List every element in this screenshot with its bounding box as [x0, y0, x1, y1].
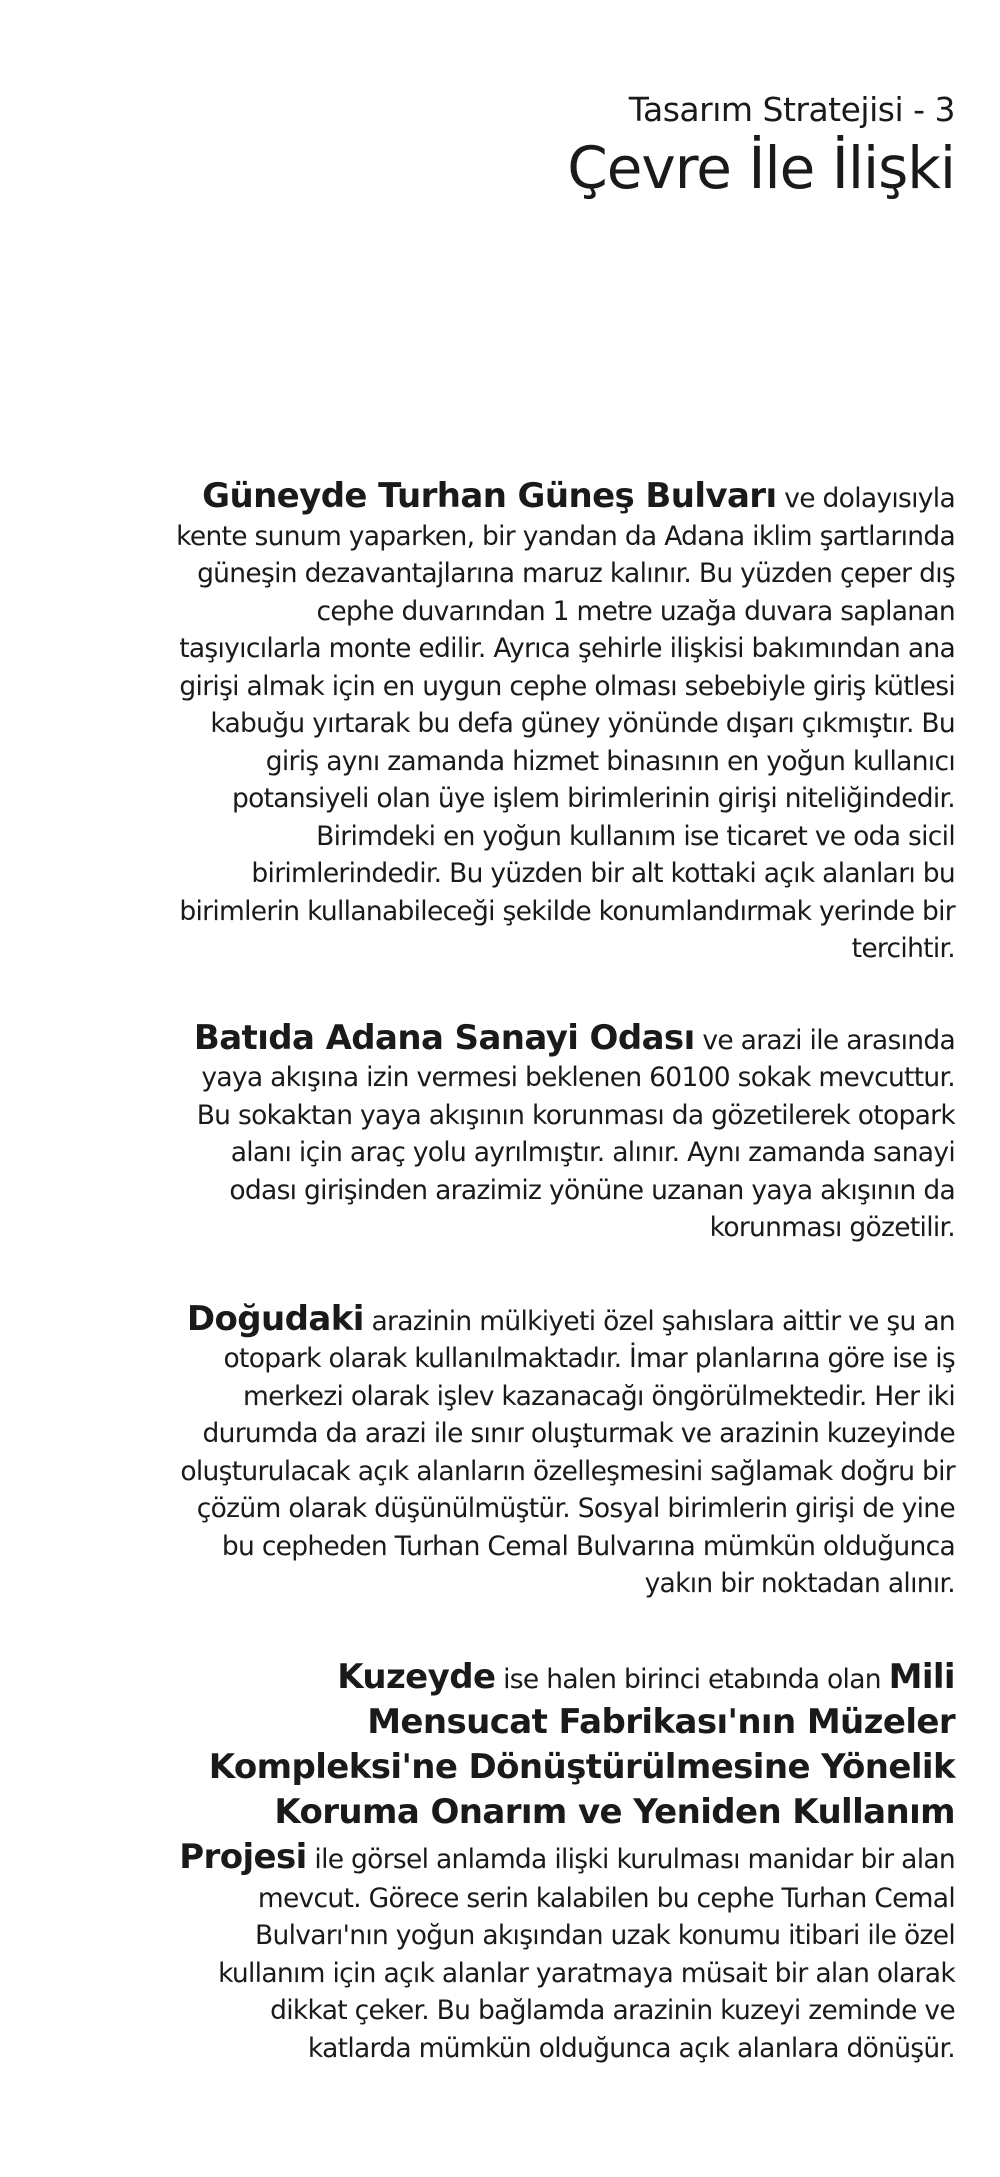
page-title: Çevre İle İlişki	[567, 134, 955, 202]
text-east: arazinin mülkiyeti özel şahıslara aittir ve şu an otopark olarak kullanılmaktadır. İmar planlarına göre ise iş merkezi olarak işlev kazanacağı öngörülmektedir. Her iki durumda da arazi ile sınır oluşturmak ve arazinin kuzeyinde oluşturulacak açık alanların özelleşmesini sağlamak doğru bir çözüm olarak düşünülmüştür. Sosyal birimlerin girişi de yine bu cepheden Turhan Cemal Bulvarına mümkün olduğunca yakın bir noktadan alınır.	[180, 1305, 955, 1599]
paragraph-north	[175, 1655, 955, 2068]
paragraph-east	[175, 1298, 955, 1603]
text-west: ve arazi ile arasında yaya akışına izin vermesi beklenen 60100 sokak mevcuttur. Bu sokaktan yaya akışının korunması da gözetilerek otopark alanı için araç yolu ayrılmıştır. alınır. Aynı zamanda sanayi odası girişinden arazimiz yönüne uzanan yaya akışının da korunması gözetilir.	[196, 1024, 955, 1243]
project-name-emphasis: Mili Mensucat Fabrikası'nın Müzeler Kompleksi'ne Dönüştürülmesine Yönelik Koruma Onarım ve Yeniden Kullanım Projesi	[179, 1656, 955, 1877]
lead-south: Güneyde Turhan Güneş Bulvarı	[202, 476, 777, 516]
paragraph-west	[175, 1017, 955, 1247]
lead-north: Kuzeyde	[337, 1656, 496, 1697]
content-body	[175, 478, 955, 2067]
text-north-after: ile görsel anlamda ilişki kurulması manidar bir alan mevcut. Görece serin kalabilen bu cephe Turhan Cemal Bulvarı'nın yoğun akışından uzak konumu itibari ile özel kullanım için açık alanlar yaratmaya müsait bir alan olarak dikkat çeker. Bu bağlamda arazinin kuzeyi zeminde ve katlarda mümkün olduğunca açık alanlara dönüşür.	[218, 1843, 955, 2064]
lead-east: Doğudaki	[186, 1298, 364, 1339]
paragraph-south	[175, 478, 955, 968]
page-subtitle: Tasarım Stratejisi - 3	[628, 90, 955, 129]
text-south: ve dolayısıyla kente sunum yaparken, bir yandan da Adana iklim şartlarında güneşin dezavantajlarına maruz kalınır. Bu yüzden çeper dış cephe duvarından 1 metre uzağa duvara saplanan taşıyıcılarla monte edilir. Ayrıca şehirle ilişkisi bakımından ana girişi almak için en uygun cephe olması sebebiyle giriş kütlesi kabuğu yırtarak bu defa güney yönünde dışarı çıkmıştır. Bu giriş aynı zamanda hizmet binasının en yoğun kullanıcı potansiyeli olan üye işlem birimlerinin girişi niteliğindedir. Birimdeki en yoğun kullanım ise ticaret ve oda sicil birimlerindedir. Bu yüzden bir alt kottaki açık alanları bu birimlerin kullanabileceği şekilde konumlandırmak yerinde bir tercihtir.	[176, 483, 955, 964]
text-north-before: ise halen birinci etabında olan	[503, 1663, 881, 1695]
page-header	[567, 88, 955, 204]
lead-west: Batıda Adana Sanayi Odası	[193, 1017, 695, 1058]
